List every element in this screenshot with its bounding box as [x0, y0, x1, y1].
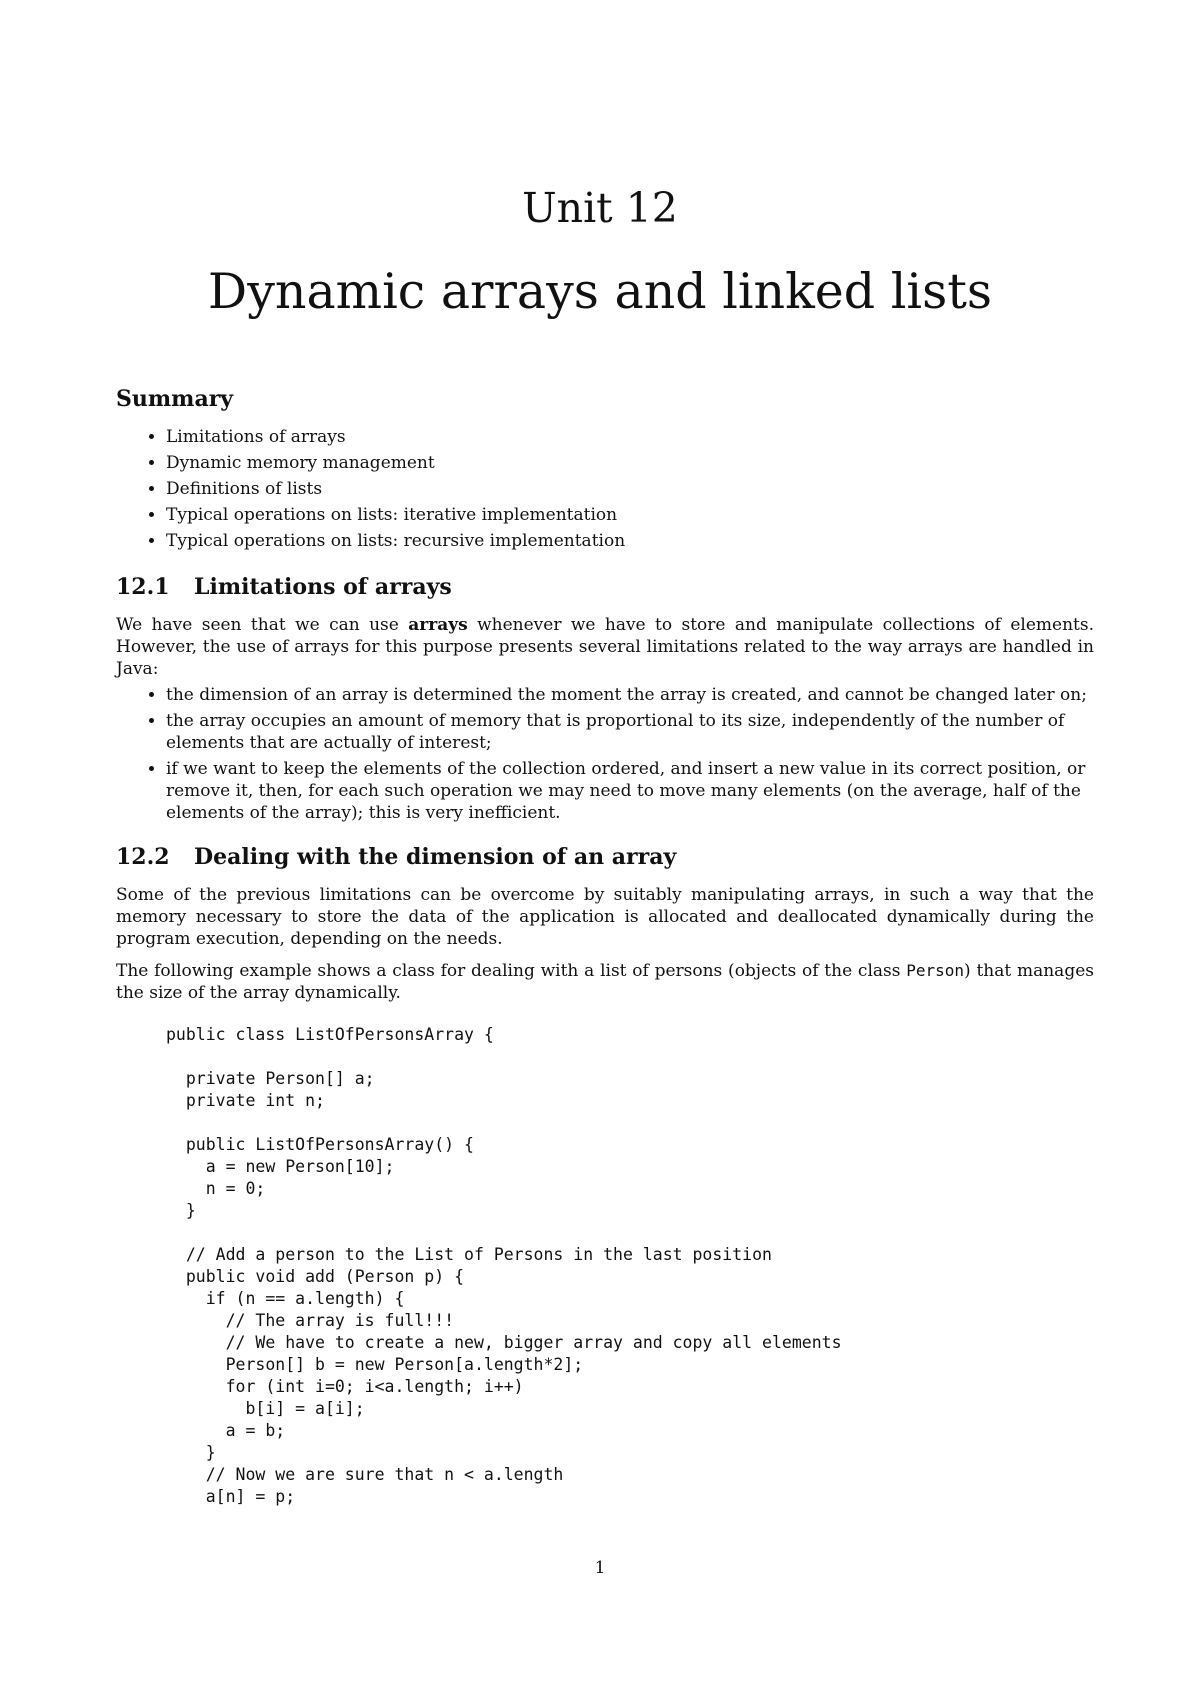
summary-item: • Typical operations on lists: recursive implementation	[166, 528, 1094, 554]
bold-term-arrays: arrays	[408, 615, 468, 635]
summary-item: • Dynamic memory management	[166, 450, 1094, 476]
limitation-item: • the dimension of an array is determined the moment the array is created, and cannot be changed later on;	[166, 684, 1094, 706]
unit-label: Unit 12	[522, 184, 678, 232]
code-listing: public class ListOfPersonsArray { private Person[] a; private int n; public ListOfPersonsArray() { a = new Person[10]; n = 0; } // Add a person to the List of Persons in the last position public void add (Person p) { if (n == a.length) { // The array is full!!! // We have to create a new, bigger array and copy all elements Person[] b = new Person[a.length*2]; for (int i=0; i<a.length; i++) b[i] = a[i]; a = b; } // Now we are sure that n < a.length a[n] = p;	[166, 1025, 842, 1506]
dimension-paragraph: Some of the previous limitations can be overcome by suitably manipulating arrays, in such a way that the memory necessary to store the data of the application is allocated and deallocated dynamically during the program execution, depending on the needs.	[116, 885, 1094, 949]
limitation-item: • if we want to keep the elements of the collection ordered, and insert a new value in its correct position, or remove it, then, for each such operation we may need to move many elements (on the average, half of the elements of the array); this is very inefficient.	[166, 758, 1094, 824]
summary-item: • Limitations of arrays	[166, 424, 1094, 450]
limitations-intro-paragraph	[116, 614, 1094, 680]
summary-item: • Typical operations on lists: iterative implementation	[166, 502, 1094, 528]
inline-code-person: Person	[906, 961, 965, 980]
section-title: Dealing with the dimension of an array	[194, 844, 677, 870]
limitation-item: • the array occupies an amount of memory that is proportional to its size, independently of the number of elements that are actually of interest;	[166, 710, 1094, 754]
section-heading-dimension	[116, 840, 1094, 874]
page-content	[116, 384, 1094, 1508]
text-run: ) that manages the size of the array dynamically.	[116, 961, 1094, 1003]
summary-item: • Definitions of lists	[166, 476, 1094, 502]
text-run: We have seen that we can use	[116, 615, 409, 635]
section-number: 12.1	[116, 574, 170, 600]
text-run: The following example shows a class for dealing with a list of persons (objects of the class	[116, 961, 907, 981]
summary-list	[116, 424, 1094, 554]
summary-heading: Summary	[116, 386, 234, 412]
section-number: 12.2	[116, 844, 170, 870]
limitations-list	[116, 684, 1094, 824]
text-run: whenever we have to store and manipulate collections of elements. However, the use of arrays for this purpose presents several limitations related to the way arrays are handled in Java:	[116, 615, 1094, 679]
section-title: Limitations of arrays	[194, 574, 452, 600]
section-heading-limitations	[116, 570, 1094, 604]
chapter-title: Dynamic arrays and linked lists	[207, 263, 993, 320]
page-number: 1	[594, 1558, 606, 1578]
example-intro-paragraph	[116, 960, 1094, 1004]
